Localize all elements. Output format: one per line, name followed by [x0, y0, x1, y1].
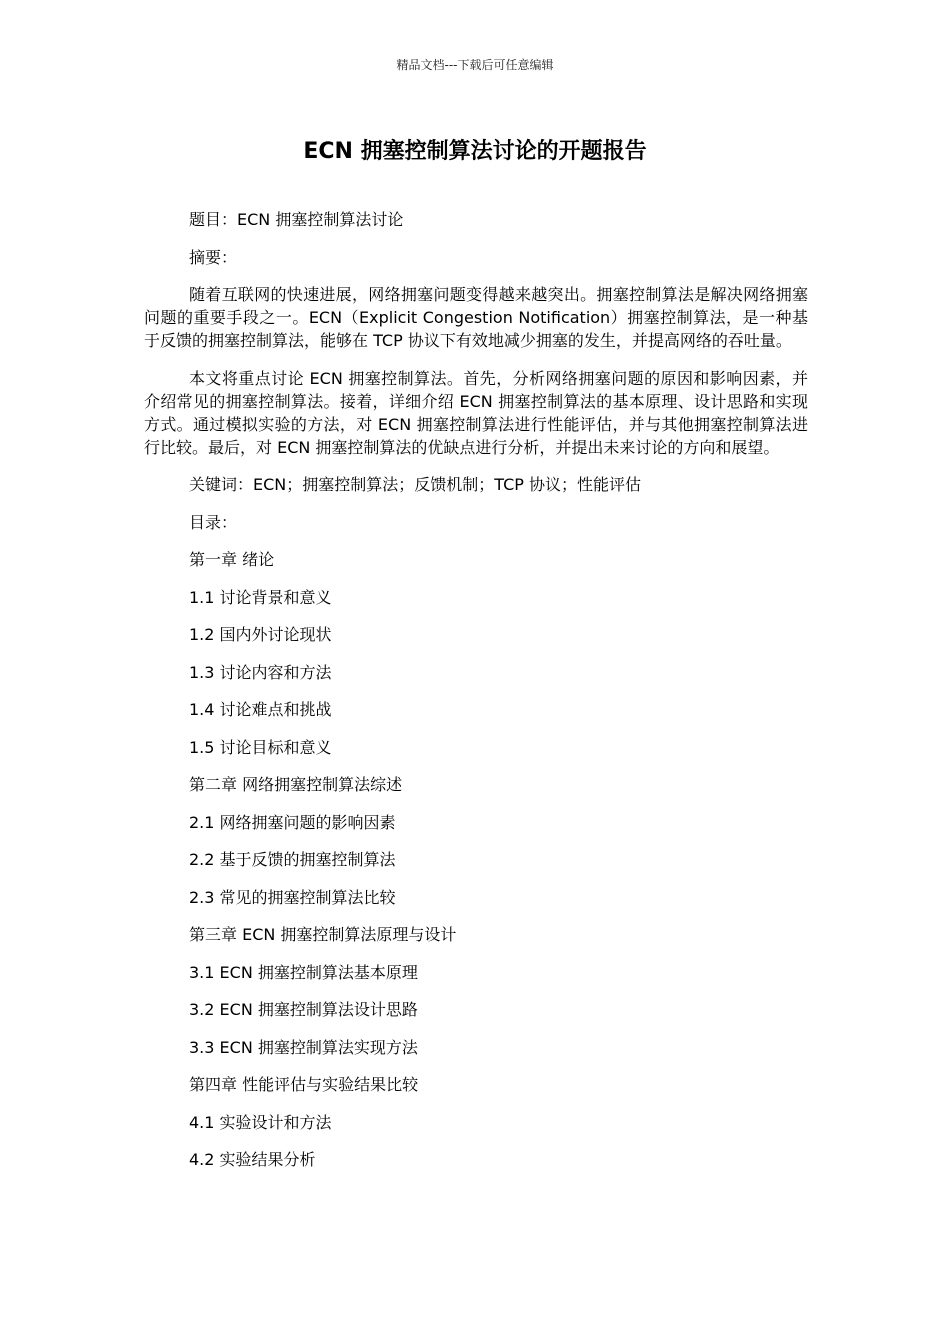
keywords-line: 关键词：ECN；拥塞控制算法；反馈机制；TCP 协议；性能评估 [189, 475, 641, 494]
toc-label: 目录： [189, 512, 238, 532]
document-body [144, 208, 808, 1186]
toc-entry: 1.1 讨论背景和意义 [189, 587, 332, 607]
toc-entry: 3.1 ECN 拥塞控制算法基本原理 [189, 962, 418, 982]
toc-entry: 2.3 常见的拥塞控制算法比较 [189, 887, 396, 907]
table-of-contents [144, 548, 808, 1171]
toc-entry: 1.3 讨论内容和方法 [189, 662, 332, 682]
toc-entry: 第三章 ECN 拥塞控制算法原理与设计 [189, 925, 457, 944]
toc-entry: 1.5 讨论目标和意义 [189, 737, 332, 757]
toc-entry: 3.2 ECN 拥塞控制算法设计思路 [189, 1000, 418, 1019]
abstract-paragraph-2: 本文将重点讨论 ECN 拥塞控制算法。首先，分析网络拥塞问题的原因和影响因素，并介绍常见的拥塞控制算法。接着，详细介绍 ECN 拥塞控制算法的基本原理、设计思路和实现方式。通过模拟实验的方法，对 ECN 拥塞控制算法进行性能评估，并与其他拥塞控制算法进行比较。最后，对 ECN 拥塞控制算法的优缺点进行分析，并提出未来讨论的方向和展望。 [144, 368, 808, 457]
abstract-label: 摘要： [189, 247, 238, 267]
toc-entry: 1.2 国内外讨论现状 [189, 625, 332, 644]
toc-entry: 4.2 实验结果分析 [189, 1150, 316, 1169]
toc-entry: 第一章 绪论 [189, 550, 275, 569]
toc-entry: 第四章 性能评估与实验结果比较 [189, 1075, 419, 1094]
abstract-paragraph-1: 随着互联网的快速进展，网络拥塞问题变得越来越突出。拥塞控制算法是解决网络拥塞问题的重要手段之一。ECN（Explicit Congestion Notification）拥塞控制算法，是一种基于反馈的拥塞控制算法，能够在 TCP 协议下有效地减少拥塞的发生，并提高网络的吞吐量。 [144, 285, 808, 350]
toc-entry: 2.1 网络拥塞问题的影响因素 [189, 812, 396, 832]
topic-line: 题目：ECN 拥塞控制算法讨论 [189, 210, 404, 229]
page-header: 精品文档---下载后可任意编辑 [396, 58, 554, 72]
toc-entry: 2.2 基于反馈的拥塞控制算法 [189, 850, 396, 869]
toc-entry: 4.1 实验设计和方法 [189, 1112, 332, 1132]
toc-entry: 第二章 网络拥塞控制算法综述 [189, 775, 403, 794]
toc-entry: 1.4 讨论难点和挑战 [189, 700, 332, 719]
document-title: ECN 拥塞控制算法讨论的开题报告 [303, 139, 647, 164]
toc-entry: 3.3 ECN 拥塞控制算法实现方法 [189, 1037, 418, 1057]
